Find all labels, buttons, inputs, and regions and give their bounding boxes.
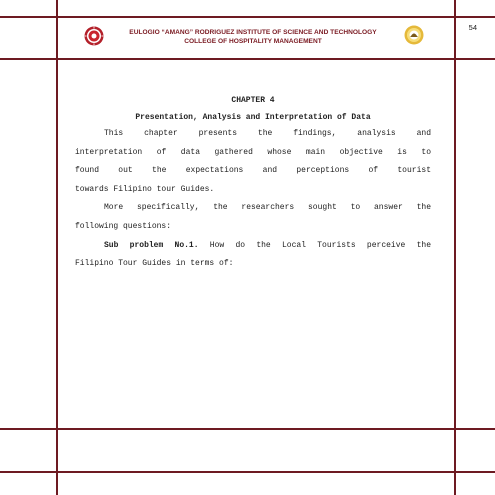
bottom-rule: [0, 471, 495, 473]
institute-seal-icon: [84, 26, 104, 46]
paragraph-1-line-1: This chapter presents the findings, analysis and: [104, 129, 431, 138]
institution-name: EULOGIO “AMANG” RODRIGUEZ INSTITUTE OF SCIENCE AND TECHNOLOGY: [129, 29, 377, 36]
chapter-title: Presentation, Analysis and Interpretation of Data: [135, 113, 371, 122]
top-rule: [0, 16, 495, 18]
page-number: 54: [468, 23, 477, 32]
left-margin-rule: [56, 0, 58, 495]
hospitality-seal-icon: [404, 25, 424, 45]
right-margin-rule: [454, 0, 456, 495]
sub-problem-question: How do the Local Tourists perceive the: [198, 240, 431, 250]
paragraph-3-line-1: [75, 237, 431, 256]
chapter-body: [75, 125, 431, 274]
sub-problem-label: Sub problem No.1.: [104, 240, 199, 250]
paragraph-1-line-3: found out the expectations and perceptions of tourist: [75, 166, 431, 176]
paragraph-1-line-2: interpretation of data gathered whose main objective is to: [75, 147, 431, 157]
paragraph-2-line-1: More specifically, the researchers sought to answer the: [104, 203, 431, 213]
chapter-label: CHAPTER 4: [231, 96, 275, 105]
college-name: COLLEGE OF HOSPITALITY MANAGEMENT: [184, 38, 322, 45]
paragraph-2-line-2: following questions:: [75, 221, 172, 231]
paragraph-3-line-2: Filipino Tour Guides in terms of:: [75, 259, 234, 269]
paragraph-1-line-4: towards Filipino tour Guides.: [75, 184, 215, 194]
header-bottom-rule: [0, 58, 495, 60]
footer-top-rule: [0, 428, 495, 430]
